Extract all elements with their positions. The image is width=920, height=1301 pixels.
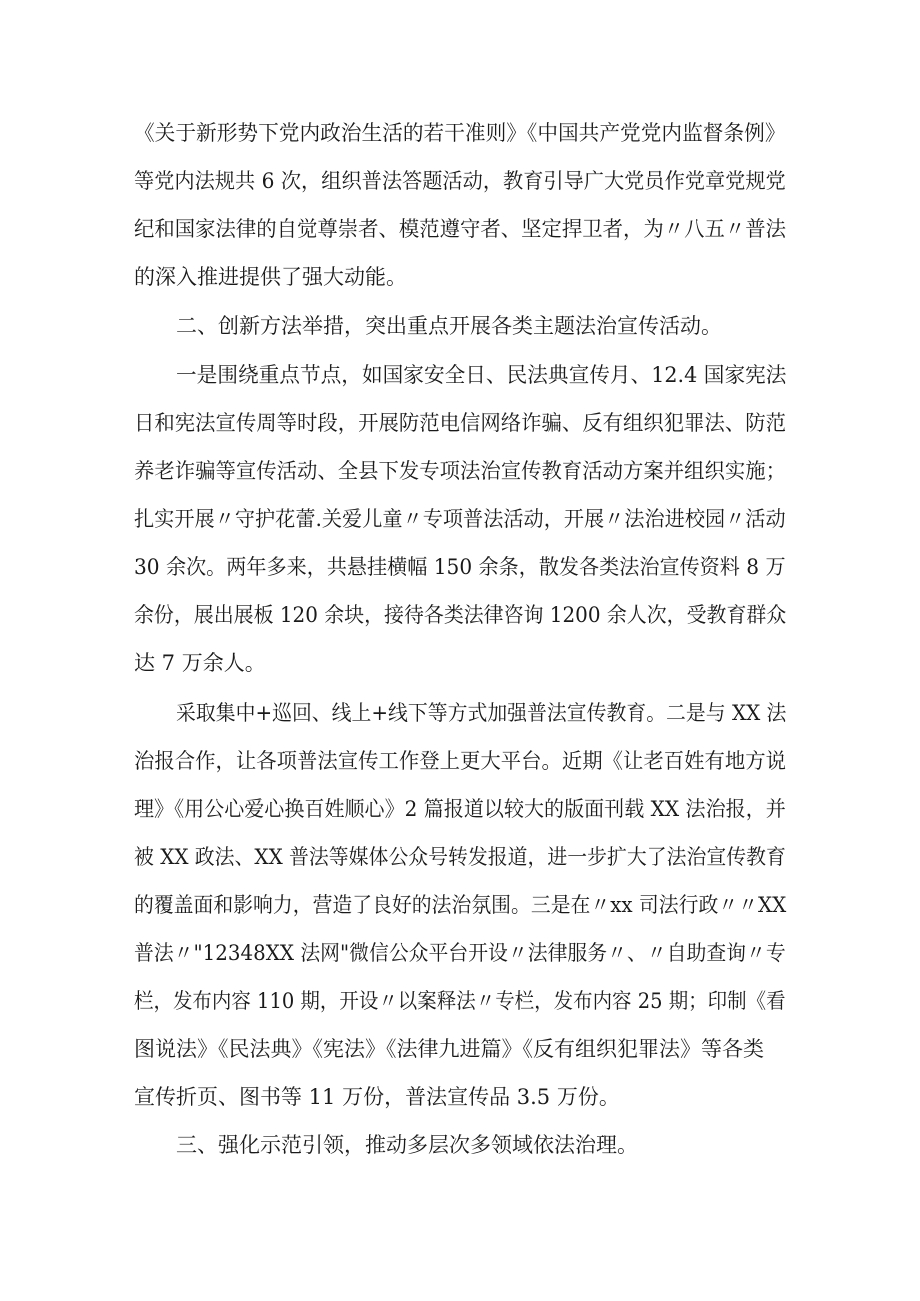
text-line: 纪和国家法律的自觉尊崇者、模范遵守者、坚定捍卫者，为〃八五〃普法 — [134, 217, 786, 241]
text-line: 理》《用公心爱心换百姓顺心》2 篇报道以较大的版面刊载 XX 法治报，并 — [134, 797, 786, 821]
section-heading: 二、创新方法举措，突出重点开展各类主题法治宣传活动。 — [176, 314, 722, 338]
text-line: 的深入推进提供了强大动能。 — [134, 265, 407, 289]
text-line: 《关于新形势下党内政治生活的若干准则》《中国共产党党内监督条例》 — [134, 121, 786, 145]
text-line: 图说法》《民法典》《宪法》《法律九进篇》《反有组织犯罪法》等各类 — [134, 1037, 764, 1061]
text-line: 治报合作，让各项普法宣传工作登上更大平台。近期《让老百姓有地方说 — [134, 749, 786, 773]
text-line: 余份，展出展板 120 余块，接待各类法律咨询 1200 余人次，受教育群众 — [134, 603, 787, 627]
text-line: 普法〃"12348XX 法网"微信公众平台开设〃法律服务〃、〃自助查询〃专 — [134, 941, 786, 965]
text-line: 达 7 万余人。 — [134, 651, 266, 675]
text-line: 的覆盖面和影响力，营造了良好的法治氛围。三是在〃xx 司法行政〃〃XX — [134, 893, 787, 917]
text-line: 宣传折页、图书等 11 万份，普法宣传品 3.5 万份。 — [134, 1085, 620, 1109]
text-line: 日和宪法宣传周等时段，开展防范电信网络诈骗、反有组织犯罪法、防范 — [134, 411, 786, 435]
text-line: 被 XX 政法、XX 普法等媒体公众号转发报道，进一步扩大了法治宣传教育 — [134, 845, 786, 869]
section-heading: 三、强化示范引领，推动多层次多领域依法治理。 — [176, 1133, 638, 1157]
text-line: 采取集中+巡回、线上+线下等方式加强普法宣传教育。二是与 XX 法 — [176, 701, 787, 725]
text-line: 养老诈骗等宣传活动、全县下发专项法治宣传教育活动方案并组织实施； — [134, 459, 786, 483]
text-line: 等党内法规共 6 次，组织普法答题活动，教育引导广大党员作党章党规党 — [134, 169, 786, 193]
text-line: 30 余次。两年多来，共悬挂横幅 150 余条，散发各类法治宣传资料 8 万 — [134, 555, 786, 579]
text-line: 栏，发布内容 110 期，开设〃以案释法〃专栏，发布内容 25 期；印制《看 — [134, 989, 786, 1013]
text-line: 扎实开展〃守护花蕾.关爱儿童〃专项普法活动，开展〃法治进校园〃活动 — [134, 507, 786, 531]
text-line: 一是围绕重点节点，如国家安全日、民法典宣传月、12.4 国家宪法 — [176, 363, 787, 387]
